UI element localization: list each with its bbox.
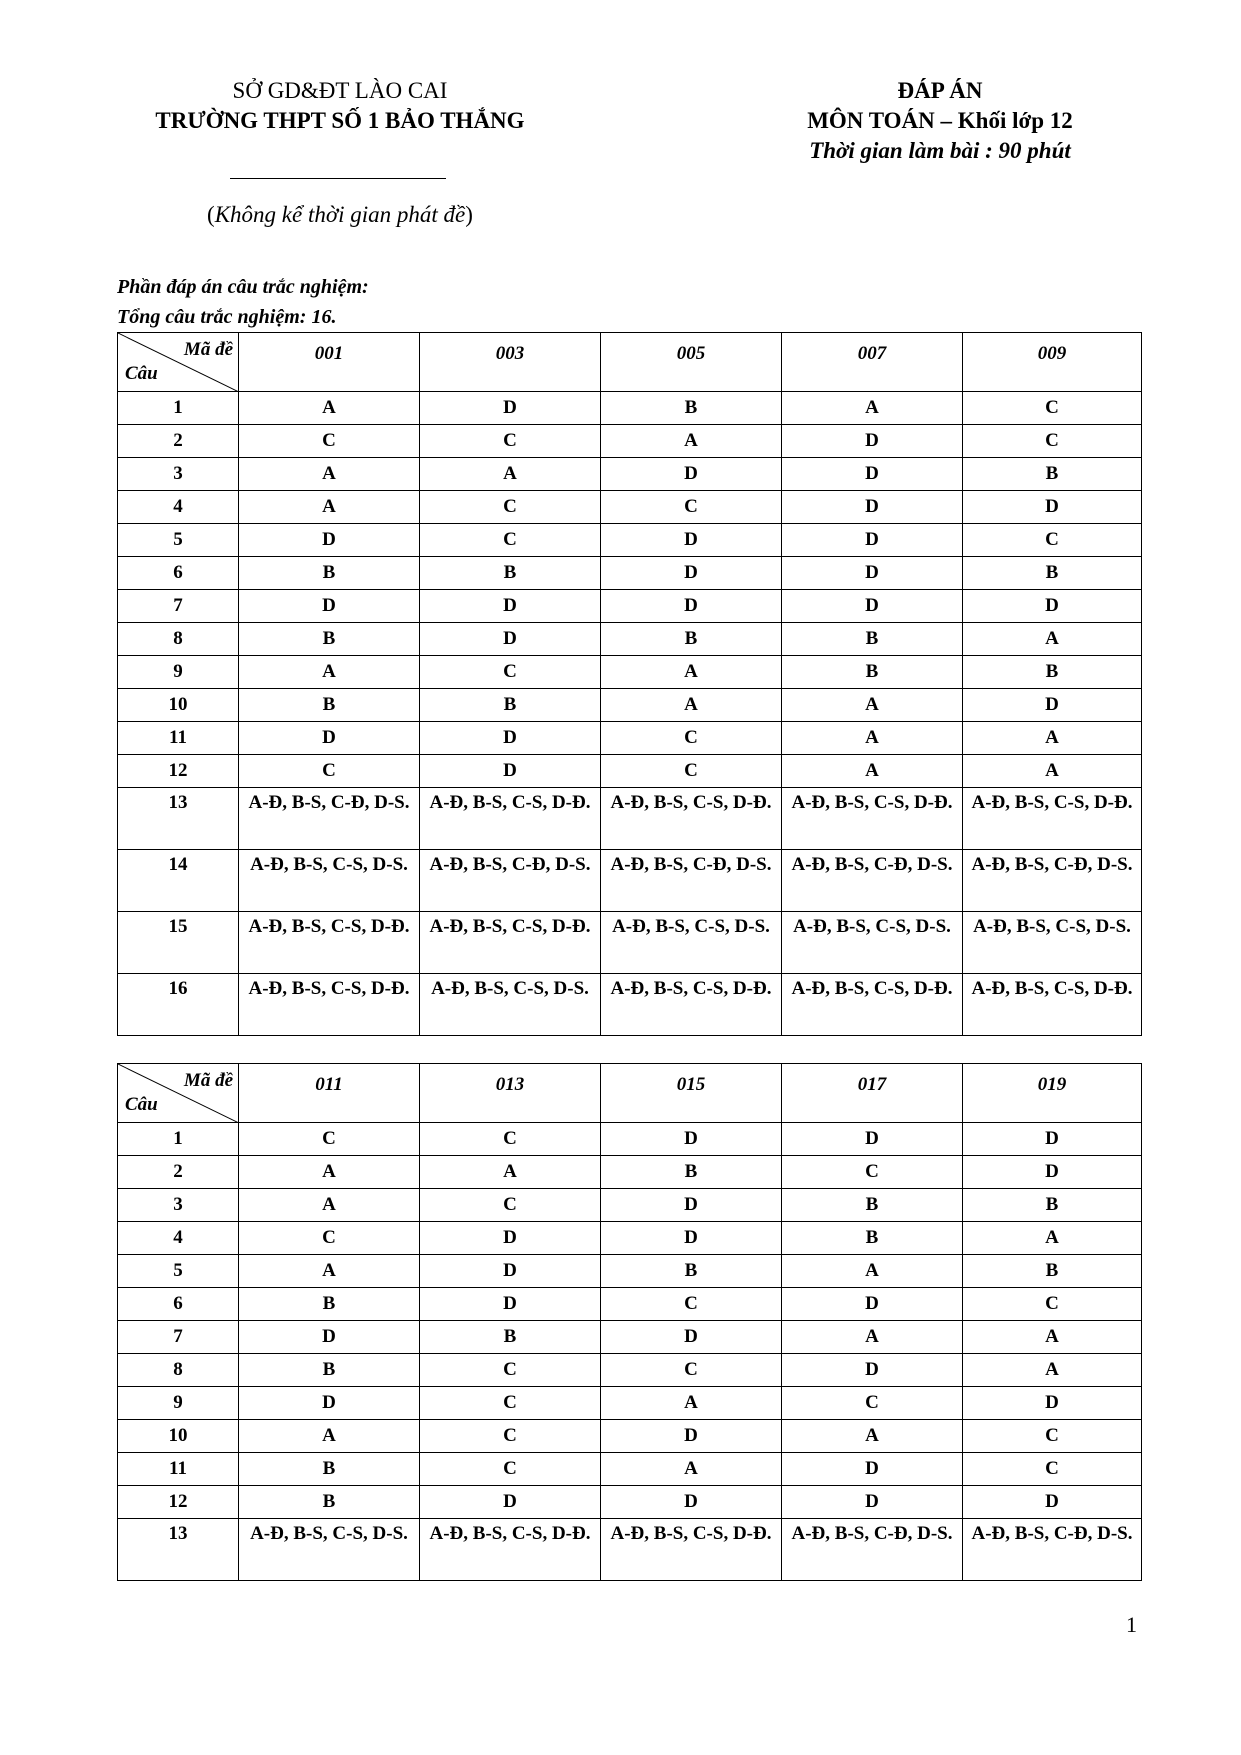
answer-cell: A-Đ, B-S, C-S, D-Đ. [963,974,1142,1036]
answer-cell: A-Đ, B-S, C-S, D-S. [601,912,782,974]
exam-code-header: 005 [601,333,782,392]
answer-cell: A-Đ, B-S, C-S, D-Đ. [782,788,963,850]
exam-code-label: Mã đề [183,339,233,360]
table-row [118,722,1142,755]
answer-cell: A [239,1189,420,1222]
table-row [118,1519,1142,1581]
answer-cell: A [601,689,782,722]
question-number: 16 [118,974,239,1036]
answer-cell: A-Đ, B-S, C-Đ, D-S. [963,850,1142,912]
answer-table-2 [117,1063,1142,1581]
answer-cell: D [420,1255,601,1288]
answer-cell: C [420,1189,601,1222]
answer-cell: A-Đ, B-S, C-Đ, D-S. [782,1519,963,1581]
answer-cell: D [782,590,963,623]
page-number: 1 [1126,1612,1137,1637]
answer-cell: B [239,1453,420,1486]
question-number: 8 [118,1354,239,1387]
answer-cell: A [601,1453,782,1486]
table-row [118,1321,1142,1354]
answer-cell: B [601,1156,782,1189]
exam-code-header: 003 [420,333,601,392]
exam-code-header: 011 [239,1064,420,1123]
table-row [118,974,1142,1036]
answer-cell: A [963,722,1142,755]
question-total: Tổng câu trắc nghiệm: 16. [117,306,337,328]
question-number: 11 [118,722,239,755]
table-row [118,1420,1142,1453]
answer-cell: D [782,1486,963,1519]
answer-cell: B [782,1189,963,1222]
table-row [118,1288,1142,1321]
table-row [118,1222,1142,1255]
answer-cell: D [420,1288,601,1321]
exam-code-label: Mã đề [183,1070,233,1091]
table-row [118,850,1142,912]
answer-cell: D [601,1123,782,1156]
answer-cell: D [601,1486,782,1519]
answer-cell: D [420,755,601,788]
question-number: 3 [118,1189,239,1222]
answer-cell: D [782,524,963,557]
answer-cell: A [782,1420,963,1453]
table-row [118,656,1142,689]
question-number: 11 [118,1453,239,1486]
answer-cell: D [420,1222,601,1255]
table-row [118,1123,1142,1156]
table-row [118,1354,1142,1387]
question-number: 14 [118,850,239,912]
answer-cell: B [782,623,963,656]
answer-cell: D [963,689,1142,722]
answer-cell: D [420,392,601,425]
table-row [118,590,1142,623]
time-note-open: ( [207,202,215,227]
time-note-close: ) [465,202,473,227]
answer-cell: D [782,458,963,491]
answer-cell: C [420,1123,601,1156]
answer-cell: A-Đ, B-S, C-S, D-S. [239,1519,420,1581]
question-number: 6 [118,1288,239,1321]
answer-cell: D [963,1156,1142,1189]
answer-cell: B [239,689,420,722]
answer-cell: A-Đ, B-S, C-S, D-Đ. [601,788,782,850]
answer-cell: C [963,1288,1142,1321]
answer-table-1 [117,332,1142,1036]
answer-cell: C [239,755,420,788]
answer-cell: D [601,1189,782,1222]
question-number: 8 [118,623,239,656]
answer-cell: B [239,1354,420,1387]
answer-cell: A [782,392,963,425]
question-number: 6 [118,557,239,590]
question-number: 1 [118,1123,239,1156]
answer-cell: A-Đ, B-S, C-S, D-S. [963,912,1142,974]
answer-cell: B [239,557,420,590]
answer-cell: C [782,1156,963,1189]
answer-cell: A [782,755,963,788]
document-title: ĐÁP ÁN [897,78,983,103]
answer-cell: A [239,392,420,425]
answer-cell: A-Đ, B-S, C-S, D-Đ. [782,974,963,1036]
answer-cell: D [963,1387,1142,1420]
answer-cell: A [782,1255,963,1288]
answer-cell: D [601,1420,782,1453]
answer-cell: A [239,1156,420,1189]
answer-cell: A [963,623,1142,656]
answer-cell: A [239,491,420,524]
header-right [750,76,1130,166]
question-number: 12 [118,755,239,788]
question-number: 13 [118,788,239,850]
answer-cell: B [420,1321,601,1354]
answer-cell: B [963,1255,1142,1288]
answer-cell: B [963,557,1142,590]
answer-cell: A [601,425,782,458]
question-number: 2 [118,1156,239,1189]
answer-cell: D [601,1321,782,1354]
answer-cell: D [782,1354,963,1387]
answer-cell: D [782,1288,963,1321]
question-number: 1 [118,392,239,425]
question-number: 4 [118,491,239,524]
answer-cell: C [601,491,782,524]
subject-grade: MÔN TOÁN – Khối lớp 12 [807,108,1073,133]
section-title: Phần đáp án câu trắc nghiệm: [117,276,369,298]
answer-cell: D [601,557,782,590]
table-row [118,392,1142,425]
question-number: 12 [118,1486,239,1519]
table-row [118,689,1142,722]
answer-cell: B [601,1255,782,1288]
answer-cell: D [239,524,420,557]
exam-code-header: 013 [420,1064,601,1123]
table-row [118,788,1142,850]
answer-cell: C [601,1288,782,1321]
time-note [100,202,580,228]
answer-cell: A-Đ, B-S, C-S, D-Đ. [420,1519,601,1581]
answer-cell: A [782,689,963,722]
answer-cell: A-Đ, B-S, C-S, D-S. [420,974,601,1036]
question-number: 7 [118,1321,239,1354]
answer-cell: A [239,458,420,491]
answer-cell: C [420,524,601,557]
answer-cell: D [782,1453,963,1486]
answer-cell: C [420,656,601,689]
table-row [118,524,1142,557]
answer-cell: D [601,524,782,557]
exam-code-header: 001 [239,333,420,392]
answer-cell: D [420,590,601,623]
question-number: 5 [118,524,239,557]
answer-cell: C [420,1354,601,1387]
question-number: 7 [118,590,239,623]
answer-cell: B [782,1222,963,1255]
answer-cell: A-Đ, B-S, C-S, D-S. [239,850,420,912]
exam-code-header: 017 [782,1064,963,1123]
answer-cell: C [420,1420,601,1453]
answer-cell: C [420,491,601,524]
answer-cell: B [239,1288,420,1321]
answer-cell: C [239,1123,420,1156]
answer-cell: A [963,755,1142,788]
answer-cell: C [782,1387,963,1420]
answer-cell: D [782,491,963,524]
answer-cell: C [239,425,420,458]
answer-cell: A [601,1387,782,1420]
department-name: SỞ GD&ĐT LÀO CAI [232,78,448,103]
corner-header [118,1064,239,1123]
answer-cell: A [963,1354,1142,1387]
answer-cell: C [601,1354,782,1387]
answer-cell: D [963,1486,1142,1519]
answer-cell: A-Đ, B-S, C-S, D-Đ. [420,912,601,974]
table-row [118,491,1142,524]
question-label: Câu [125,1094,158,1115]
answer-cell: C [963,524,1142,557]
exam-duration: Thời gian làm bài : 90 phút [809,138,1071,163]
answer-cell: C [420,1387,601,1420]
table-row [118,1387,1142,1420]
table-row [118,458,1142,491]
answer-cell: A-Đ, B-S, C-Đ, D-S. [420,850,601,912]
answer-cell: D [963,491,1142,524]
question-number: 10 [118,689,239,722]
table-row [118,557,1142,590]
question-number: 9 [118,1387,239,1420]
school-name: TRƯỜNG THPT SỐ 1 BẢO THẮNG [155,108,525,133]
answer-cell: D [420,722,601,755]
answer-cell: D [239,722,420,755]
answer-cell: A-Đ, B-S, C-S, D-Đ. [601,1519,782,1581]
answer-cell: D [782,425,963,458]
answer-cell: C [601,722,782,755]
header-left [100,76,580,136]
answer-cell: C [963,425,1142,458]
table-row [118,623,1142,656]
answer-cell: B [963,656,1142,689]
answer-cell: B [420,689,601,722]
answer-cell: C [963,1420,1142,1453]
answer-cell: D [601,1222,782,1255]
question-number: 4 [118,1222,239,1255]
table-row [118,912,1142,974]
table-row [118,1255,1142,1288]
answer-cell: B [239,623,420,656]
question-number: 15 [118,912,239,974]
answer-cell: A [239,1255,420,1288]
answer-cell: A-Đ, B-S, C-S, D-Đ. [601,974,782,1036]
question-number: 5 [118,1255,239,1288]
answer-cell: C [963,392,1142,425]
answer-cell: D [782,557,963,590]
table-row [118,1453,1142,1486]
answer-cell: A [963,1321,1142,1354]
table-row [118,425,1142,458]
answer-cell: A [239,1420,420,1453]
answer-cell: B [963,1189,1142,1222]
answer-cell: D [963,1123,1142,1156]
exam-code-header: 015 [601,1064,782,1123]
corner-header [118,333,239,392]
answer-cell: A [782,1321,963,1354]
answer-cell: B [239,1486,420,1519]
answer-cell: D [420,1486,601,1519]
exam-code-header: 009 [963,333,1142,392]
answer-cell: A-Đ, B-S, C-Đ, D-S. [601,850,782,912]
answer-cell: C [963,1453,1142,1486]
answer-cell: A-Đ, B-S, C-Đ, D-S. [963,1519,1142,1581]
question-number: 9 [118,656,239,689]
answer-cell: A-Đ, B-S, C-S, D-Đ. [239,912,420,974]
answer-cell: A [420,1156,601,1189]
answer-cell: A-Đ, B-S, C-S, D-Đ. [420,788,601,850]
answer-cell: D [963,590,1142,623]
answer-cell: D [239,590,420,623]
answer-cell: C [239,1222,420,1255]
question-number: 13 [118,1519,239,1581]
question-number: 2 [118,425,239,458]
answer-cell: B [963,458,1142,491]
answer-cell: D [782,1123,963,1156]
question-number: 10 [118,1420,239,1453]
table-row [118,755,1142,788]
answer-cell: A-Đ, B-S, C-Đ, D-S. [782,850,963,912]
answer-cell: A [782,722,963,755]
answer-cell: D [601,590,782,623]
answer-cell: D [239,1387,420,1420]
answer-cell: B [601,623,782,656]
answer-cell: C [601,755,782,788]
answer-cell: A-Đ, B-S, C-Đ, D-S. [239,788,420,850]
answer-cell: A [420,458,601,491]
answer-cell: B [601,392,782,425]
answer-cell: B [420,557,601,590]
table-row [118,1189,1142,1222]
answer-cell: A-Đ, B-S, C-S, D-Đ. [963,788,1142,850]
answer-cell: A [239,656,420,689]
table-row [118,1486,1142,1519]
question-number: 3 [118,458,239,491]
table-row [118,1156,1142,1189]
header-divider [230,178,446,179]
answer-cell: D [601,458,782,491]
answer-cell: C [420,425,601,458]
answer-cell: C [420,1453,601,1486]
answer-cell: D [239,1321,420,1354]
answer-cell: B [782,656,963,689]
exam-code-header: 019 [963,1064,1142,1123]
answer-cell: A-Đ, B-S, C-S, D-S. [782,912,963,974]
answer-cell: A-Đ, B-S, C-S, D-Đ. [239,974,420,1036]
answer-cell: D [420,623,601,656]
exam-code-header: 007 [782,333,963,392]
answer-cell: A [601,656,782,689]
time-note-text: Không kể thời gian phát đề [214,202,466,227]
answer-cell: A [963,1222,1142,1255]
question-label: Câu [125,363,158,384]
